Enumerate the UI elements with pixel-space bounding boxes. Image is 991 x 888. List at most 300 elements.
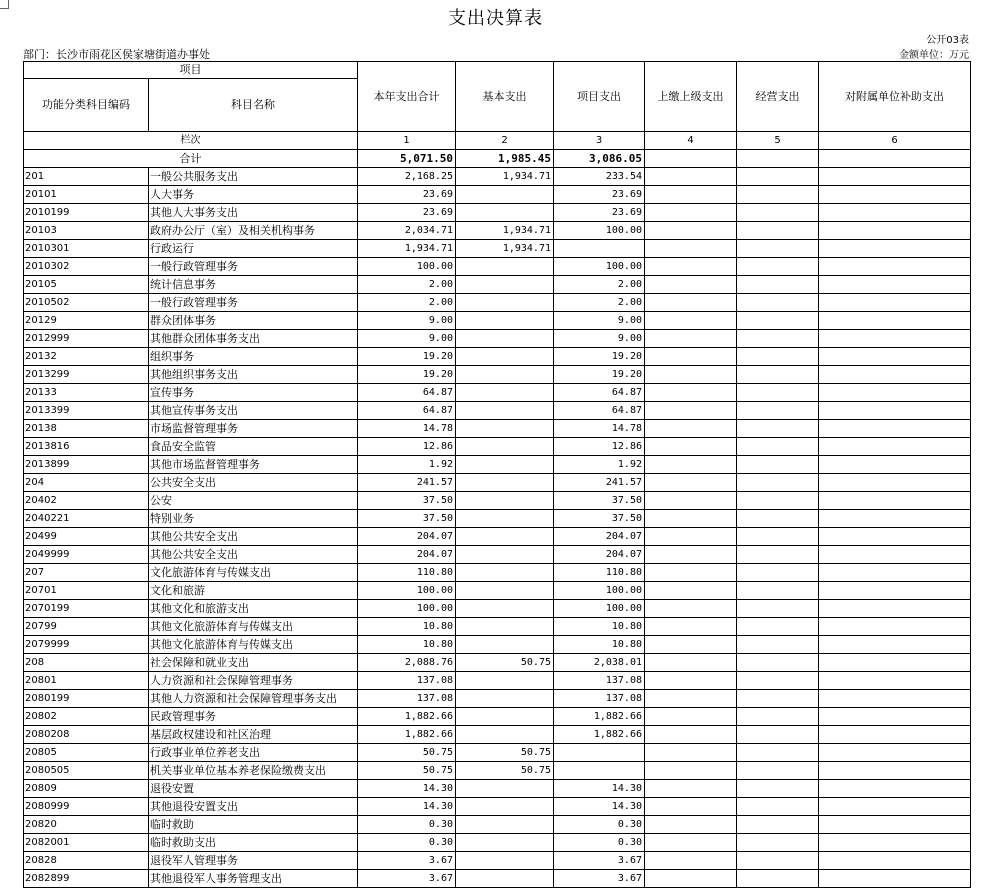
code-cell: 20105 — [24, 276, 149, 294]
total-expenditure-cell: 1.92 — [358, 456, 456, 474]
basic-expenditure-cell — [456, 672, 554, 690]
project-expenditure-cell: 0.30 — [554, 834, 645, 852]
table-row — [24, 330, 971, 348]
subject-name-cell: 社会保障和就业支出 — [149, 654, 358, 672]
basic-expenditure-cell — [456, 366, 554, 384]
subsidy-to-affiliates-cell — [819, 348, 971, 366]
table-row — [24, 564, 971, 582]
payment-to-superior-cell — [645, 204, 737, 222]
subject-name-cell: 其他退役安置支出 — [149, 798, 358, 816]
basic-expenditure-cell — [456, 330, 554, 348]
subject-name-cell: 退役安置 — [149, 780, 358, 798]
operating-expenditure-cell — [737, 492, 819, 510]
operating-expenditure-cell — [737, 474, 819, 492]
payment-to-superior-cell — [645, 258, 737, 276]
table-row — [24, 168, 971, 186]
table-row — [24, 654, 971, 672]
subsidy-to-affiliates-cell — [819, 780, 971, 798]
total-expenditure-cell: 50.75 — [358, 744, 456, 762]
subject-name-cell: 一般行政管理事务 — [149, 294, 358, 312]
operating-expenditure-cell — [737, 294, 819, 312]
basic-expenditure-cell — [456, 456, 554, 474]
total-expenditure-cell: 23.69 — [358, 186, 456, 204]
total-expenditure-cell: 3.67 — [358, 870, 456, 888]
subsidy-to-affiliates-cell — [819, 726, 971, 744]
operating-expenditure-cell — [737, 240, 819, 258]
subsidy-to-affiliates-cell — [819, 564, 971, 582]
payment-to-superior-cell — [645, 366, 737, 384]
subject-name-cell: 一般行政管理事务 — [149, 258, 358, 276]
basic-expenditure-cell — [456, 204, 554, 222]
total-expenditure-cell: 14.30 — [358, 798, 456, 816]
code-cell: 20802 — [24, 708, 149, 726]
basic-expenditure-cell: 1,934.71 — [456, 222, 554, 240]
table-row — [24, 636, 971, 654]
payment-to-superior-cell — [645, 510, 737, 528]
total-expenditure-cell: 2.00 — [358, 294, 456, 312]
subject-name-cell: 特别业务 — [149, 510, 358, 528]
basic-expenditure-cell — [456, 852, 554, 870]
total-expenditure-cell: 100.00 — [358, 258, 456, 276]
code-cell: 2082001 — [24, 834, 149, 852]
basic-expenditure-cell — [456, 798, 554, 816]
total-expenditure-cell: 0.30 — [358, 816, 456, 834]
subsidy-to-affiliates-cell — [819, 528, 971, 546]
project-expenditure-cell: 204.07 — [554, 546, 645, 564]
basic-expenditure-cell: 1,934.71 — [456, 168, 554, 186]
basic-expenditure-cell — [456, 474, 554, 492]
basic-expenditure-cell — [456, 708, 554, 726]
subsidy-to-affiliates-cell — [819, 222, 971, 240]
operating-expenditure-cell — [737, 312, 819, 330]
subject-name-cell: 公安 — [149, 492, 358, 510]
subject-name-cell: 人力资源和社会保障管理事务 — [149, 672, 358, 690]
subsidy-to-affiliates-cell — [819, 798, 971, 816]
subsidy-to-affiliates-cell — [819, 618, 971, 636]
payment-to-superior-cell — [645, 276, 737, 294]
subsidy-to-affiliates-cell — [819, 384, 971, 402]
subsidy-to-affiliates-cell — [819, 330, 971, 348]
project-expenditure-cell: 37.50 — [554, 492, 645, 510]
subsidy-to-affiliates-cell — [819, 870, 971, 888]
code-cell: 2010502 — [24, 294, 149, 312]
table-row — [24, 348, 971, 366]
project-expenditure-cell: 10.80 — [554, 618, 645, 636]
code-cell: 2013399 — [24, 402, 149, 420]
payment-to-superior-cell — [645, 186, 737, 204]
payment-to-superior-cell — [645, 762, 737, 780]
row-index-4: 4 — [645, 132, 737, 150]
subsidy-to-affiliates-cell — [819, 366, 971, 384]
subsidy-to-affiliates-cell — [819, 852, 971, 870]
project-expenditure-cell: 23.69 — [554, 204, 645, 222]
table-row — [24, 762, 971, 780]
operating-expenditure-cell — [737, 186, 819, 204]
table-row — [24, 456, 971, 474]
payment-to-superior-cell — [645, 330, 737, 348]
table-row — [24, 546, 971, 564]
total-expenditure-cell: 37.50 — [358, 492, 456, 510]
total-c2: 1,985.45 — [456, 150, 554, 168]
basic-expenditure-cell — [456, 384, 554, 402]
table-row — [24, 528, 971, 546]
table-row — [24, 780, 971, 798]
table-row — [24, 834, 971, 852]
total-expenditure-cell: 137.08 — [358, 672, 456, 690]
operating-expenditure-cell — [737, 348, 819, 366]
total-expenditure-cell: 19.20 — [358, 348, 456, 366]
operating-expenditure-cell — [737, 456, 819, 474]
total-expenditure-cell: 12.86 — [358, 438, 456, 456]
subject-name-cell: 人大事务 — [149, 186, 358, 204]
total-expenditure-cell: 23.69 — [358, 204, 456, 222]
table-row — [24, 420, 971, 438]
code-cell: 2010301 — [24, 240, 149, 258]
project-expenditure-cell: 14.78 — [554, 420, 645, 438]
project-expenditure-cell: 2.00 — [554, 276, 645, 294]
subject-name-cell: 临时救助支出 — [149, 834, 358, 852]
operating-expenditure-cell — [737, 258, 819, 276]
total-expenditure-cell: 2.00 — [358, 276, 456, 294]
subject-name-cell: 文化旅游体育与传媒支出 — [149, 564, 358, 582]
project-expenditure-cell: 137.08 — [554, 672, 645, 690]
table-row — [24, 744, 971, 762]
subject-name-cell: 群众团体事务 — [149, 312, 358, 330]
basic-expenditure-cell — [456, 402, 554, 420]
total-expenditure-cell: 137.08 — [358, 690, 456, 708]
project-expenditure-cell — [554, 744, 645, 762]
total-c5 — [737, 150, 819, 168]
total-expenditure-cell: 204.07 — [358, 528, 456, 546]
total-expenditure-cell: 2,168.25 — [358, 168, 456, 186]
payment-to-superior-cell — [645, 222, 737, 240]
project-expenditure-cell: 1,882.66 — [554, 708, 645, 726]
project-expenditure-cell: 12.86 — [554, 438, 645, 456]
total-expenditure-cell: 64.87 — [358, 402, 456, 420]
table-row — [24, 708, 971, 726]
operating-expenditure-cell — [737, 420, 819, 438]
project-expenditure-cell: 100.00 — [554, 222, 645, 240]
project-expenditure-cell: 23.69 — [554, 186, 645, 204]
subject-name-cell: 其他公共安全支出 — [149, 528, 358, 546]
table-row — [24, 852, 971, 870]
operating-expenditure-cell — [737, 402, 819, 420]
operating-expenditure-cell — [737, 654, 819, 672]
subject-name-cell: 其他群众团体事务支出 — [149, 330, 358, 348]
basic-expenditure-cell — [456, 348, 554, 366]
table-row — [24, 726, 971, 744]
operating-expenditure-cell — [737, 366, 819, 384]
project-expenditure-cell — [554, 240, 645, 258]
table-row — [24, 294, 971, 312]
basic-expenditure-cell: 50.75 — [456, 762, 554, 780]
subsidy-to-affiliates-cell — [819, 600, 971, 618]
subsidy-to-affiliates-cell — [819, 312, 971, 330]
basic-expenditure-cell — [456, 600, 554, 618]
payment-to-superior-cell — [645, 474, 737, 492]
subject-name-cell: 其他公共安全支出 — [149, 546, 358, 564]
subsidy-to-affiliates-cell — [819, 402, 971, 420]
payment-to-superior-cell — [645, 348, 737, 366]
subject-name-cell: 行政运行 — [149, 240, 358, 258]
subsidy-to-affiliates-cell — [819, 420, 971, 438]
code-cell: 20801 — [24, 672, 149, 690]
operating-expenditure-cell — [737, 600, 819, 618]
subsidy-to-affiliates-cell — [819, 510, 971, 528]
subsidy-to-affiliates-cell — [819, 438, 971, 456]
code-cell: 2080199 — [24, 690, 149, 708]
payment-to-superior-cell — [645, 690, 737, 708]
project-expenditure-cell: 64.87 — [554, 384, 645, 402]
subsidy-to-affiliates-cell — [819, 816, 971, 834]
subsidy-to-affiliates-cell — [819, 294, 971, 312]
operating-expenditure-cell — [737, 528, 819, 546]
code-cell: 2013299 — [24, 366, 149, 384]
code-cell: 20799 — [24, 618, 149, 636]
table-row — [24, 618, 971, 636]
basic-expenditure-cell — [456, 618, 554, 636]
basic-expenditure-cell — [456, 492, 554, 510]
operating-expenditure-cell — [737, 582, 819, 600]
table-row — [24, 402, 971, 420]
subject-name-cell: 统计信息事务 — [149, 276, 358, 294]
table-row — [24, 222, 971, 240]
row-index-3: 3 — [554, 132, 645, 150]
operating-expenditure-cell — [737, 780, 819, 798]
header-total-expenditure: 本年支出合计 — [358, 62, 456, 132]
table-row — [24, 816, 971, 834]
total-expenditure-cell: 14.78 — [358, 420, 456, 438]
header-basic-expenditure: 基本支出 — [456, 62, 554, 132]
operating-expenditure-cell — [737, 690, 819, 708]
operating-expenditure-cell — [737, 870, 819, 888]
subject-name-cell: 其他宣传事务支出 — [149, 402, 358, 420]
basic-expenditure-cell — [456, 258, 554, 276]
payment-to-superior-cell — [645, 870, 737, 888]
total-c1: 5,071.50 — [358, 150, 456, 168]
payment-to-superior-cell — [645, 402, 737, 420]
operating-expenditure-cell — [737, 564, 819, 582]
project-expenditure-cell: 19.20 — [554, 348, 645, 366]
payment-to-superior-cell — [645, 546, 737, 564]
code-cell: 2010199 — [24, 204, 149, 222]
basic-expenditure-cell — [456, 312, 554, 330]
project-expenditure-cell: 100.00 — [554, 600, 645, 618]
operating-expenditure-cell — [737, 816, 819, 834]
operating-expenditure-cell — [737, 636, 819, 654]
subject-name-cell: 文化和旅游 — [149, 582, 358, 600]
subsidy-to-affiliates-cell — [819, 240, 971, 258]
header-payment-to-superior: 上缴上级支出 — [645, 62, 737, 132]
operating-expenditure-cell — [737, 222, 819, 240]
header-project-expenditure: 项目支出 — [554, 62, 645, 132]
table-row — [24, 798, 971, 816]
basic-expenditure-cell — [456, 582, 554, 600]
payment-to-superior-cell — [645, 726, 737, 744]
total-c3: 3,086.05 — [554, 150, 645, 168]
total-expenditure-cell: 2,088.76 — [358, 654, 456, 672]
code-cell: 2080505 — [24, 762, 149, 780]
subject-name-cell: 食品安全监管 — [149, 438, 358, 456]
payment-to-superior-cell — [645, 780, 737, 798]
basic-expenditure-cell — [456, 690, 554, 708]
project-expenditure-cell: 110.80 — [554, 564, 645, 582]
project-expenditure-cell: 1,882.66 — [554, 726, 645, 744]
code-cell: 20129 — [24, 312, 149, 330]
subject-name-cell: 民政管理事务 — [149, 708, 358, 726]
subsidy-to-affiliates-cell — [819, 762, 971, 780]
form-number: 公开03表 — [926, 35, 969, 46]
total-expenditure-cell: 2,034.71 — [358, 222, 456, 240]
operating-expenditure-cell — [737, 852, 819, 870]
project-expenditure-cell: 64.87 — [554, 402, 645, 420]
code-cell: 20499 — [24, 528, 149, 546]
table-row — [24, 492, 971, 510]
code-cell: 20138 — [24, 420, 149, 438]
table-row — [24, 276, 971, 294]
payment-to-superior-cell — [645, 618, 737, 636]
payment-to-superior-cell — [645, 240, 737, 258]
subject-name-cell: 公共安全支出 — [149, 474, 358, 492]
payment-to-superior-cell — [645, 312, 737, 330]
code-cell: 2070199 — [24, 600, 149, 618]
subject-name-cell: 退役军人管理事务 — [149, 852, 358, 870]
code-cell: 2013899 — [24, 456, 149, 474]
department-label: 部门：长沙市雨花区侯家塘街道办事处 — [23, 48, 210, 61]
payment-to-superior-cell — [645, 798, 737, 816]
basic-expenditure-cell — [456, 870, 554, 888]
subject-name-cell: 其他组织事务支出 — [149, 366, 358, 384]
project-expenditure-cell: 100.00 — [554, 582, 645, 600]
table-row — [24, 582, 971, 600]
subject-name-cell: 其他人大事务支出 — [149, 204, 358, 222]
code-cell: 2080208 — [24, 726, 149, 744]
total-expenditure-cell: 19.20 — [358, 366, 456, 384]
total-expenditure-cell: 50.75 — [358, 762, 456, 780]
header-subject-name: 科目名称 — [149, 79, 358, 132]
payment-to-superior-cell — [645, 168, 737, 186]
project-expenditure-cell — [554, 762, 645, 780]
subject-name-cell: 临时救助 — [149, 816, 358, 834]
subsidy-to-affiliates-cell — [819, 834, 971, 852]
basic-expenditure-cell — [456, 294, 554, 312]
project-expenditure-cell: 19.20 — [554, 366, 645, 384]
subject-name-cell: 基层政权建设和社区治理 — [149, 726, 358, 744]
subject-name-cell: 其他人力资源和社会保障管理事务支出 — [149, 690, 358, 708]
code-cell: 2080999 — [24, 798, 149, 816]
total-expenditure-cell: 10.80 — [358, 618, 456, 636]
basic-expenditure-cell — [456, 186, 554, 204]
subsidy-to-affiliates-cell — [819, 690, 971, 708]
subject-name-cell: 行政事业单位养老支出 — [149, 744, 358, 762]
project-expenditure-cell: 137.08 — [554, 690, 645, 708]
project-expenditure-cell: 14.30 — [554, 798, 645, 816]
total-expenditure-cell: 64.87 — [358, 384, 456, 402]
code-cell: 20828 — [24, 852, 149, 870]
code-cell: 20820 — [24, 816, 149, 834]
payment-to-superior-cell — [645, 492, 737, 510]
basic-expenditure-cell — [456, 276, 554, 294]
table-row — [24, 204, 971, 222]
header-operating-expenditure: 经营支出 — [737, 62, 819, 132]
operating-expenditure-cell — [737, 798, 819, 816]
total-expenditure-cell: 1,882.66 — [358, 708, 456, 726]
subsidy-to-affiliates-cell — [819, 744, 971, 762]
payment-to-superior-cell — [645, 438, 737, 456]
total-label: 合计 — [24, 150, 358, 168]
subject-name-cell: 其他文化旅游体育与传媒支出 — [149, 636, 358, 654]
project-expenditure-cell: 0.30 — [554, 816, 645, 834]
total-expenditure-cell: 1,882.66 — [358, 726, 456, 744]
table-row — [24, 672, 971, 690]
code-cell: 2013816 — [24, 438, 149, 456]
subject-name-cell: 其他退役军人事务管理支出 — [149, 870, 358, 888]
payment-to-superior-cell — [645, 852, 737, 870]
code-cell: 20809 — [24, 780, 149, 798]
total-expenditure-cell: 3.67 — [358, 852, 456, 870]
subsidy-to-affiliates-cell — [819, 546, 971, 564]
row-index-5: 5 — [737, 132, 819, 150]
project-expenditure-cell: 241.57 — [554, 474, 645, 492]
code-cell: 20402 — [24, 492, 149, 510]
row-index — [24, 132, 971, 150]
code-cell: 20103 — [24, 222, 149, 240]
operating-expenditure-cell — [737, 438, 819, 456]
operating-expenditure-cell — [737, 510, 819, 528]
table-row — [24, 384, 971, 402]
table-row — [24, 870, 971, 888]
project-expenditure-cell: 233.54 — [554, 168, 645, 186]
code-cell: 2010302 — [24, 258, 149, 276]
project-expenditure-cell: 9.00 — [554, 312, 645, 330]
code-cell: 2040221 — [24, 510, 149, 528]
project-expenditure-cell: 204.07 — [554, 528, 645, 546]
payment-to-superior-cell — [645, 456, 737, 474]
code-cell: 20133 — [24, 384, 149, 402]
row-index-6: 6 — [819, 132, 971, 150]
table-row — [24, 600, 971, 618]
code-cell: 201 — [24, 168, 149, 186]
subsidy-to-affiliates-cell — [819, 258, 971, 276]
subsidy-to-affiliates-cell — [819, 654, 971, 672]
operating-expenditure-cell — [737, 330, 819, 348]
project-expenditure-cell: 2.00 — [554, 294, 645, 312]
basic-expenditure-cell: 1,934.71 — [456, 240, 554, 258]
header-item: 项目 — [24, 62, 358, 79]
subject-name-cell: 一般公共服务支出 — [149, 168, 358, 186]
page-title: 支出决算表 — [448, 8, 543, 29]
payment-to-superior-cell — [645, 672, 737, 690]
total-expenditure-cell: 9.00 — [358, 330, 456, 348]
operating-expenditure-cell — [737, 618, 819, 636]
operating-expenditure-cell — [737, 762, 819, 780]
amount-unit: 金额单位：万元 — [899, 50, 969, 61]
operating-expenditure-cell — [737, 384, 819, 402]
total-expenditure-cell: 110.80 — [358, 564, 456, 582]
subsidy-to-affiliates-cell — [819, 456, 971, 474]
subsidy-to-affiliates-cell — [819, 474, 971, 492]
subsidy-to-affiliates-cell — [819, 582, 971, 600]
subsidy-to-affiliates-cell — [819, 672, 971, 690]
operating-expenditure-cell — [737, 834, 819, 852]
subject-name-cell: 市场监督管理事务 — [149, 420, 358, 438]
basic-expenditure-cell — [456, 726, 554, 744]
code-cell: 20101 — [24, 186, 149, 204]
total-expenditure-cell: 37.50 — [358, 510, 456, 528]
operating-expenditure-cell — [737, 672, 819, 690]
subsidy-to-affiliates-cell — [819, 708, 971, 726]
payment-to-superior-cell — [645, 654, 737, 672]
